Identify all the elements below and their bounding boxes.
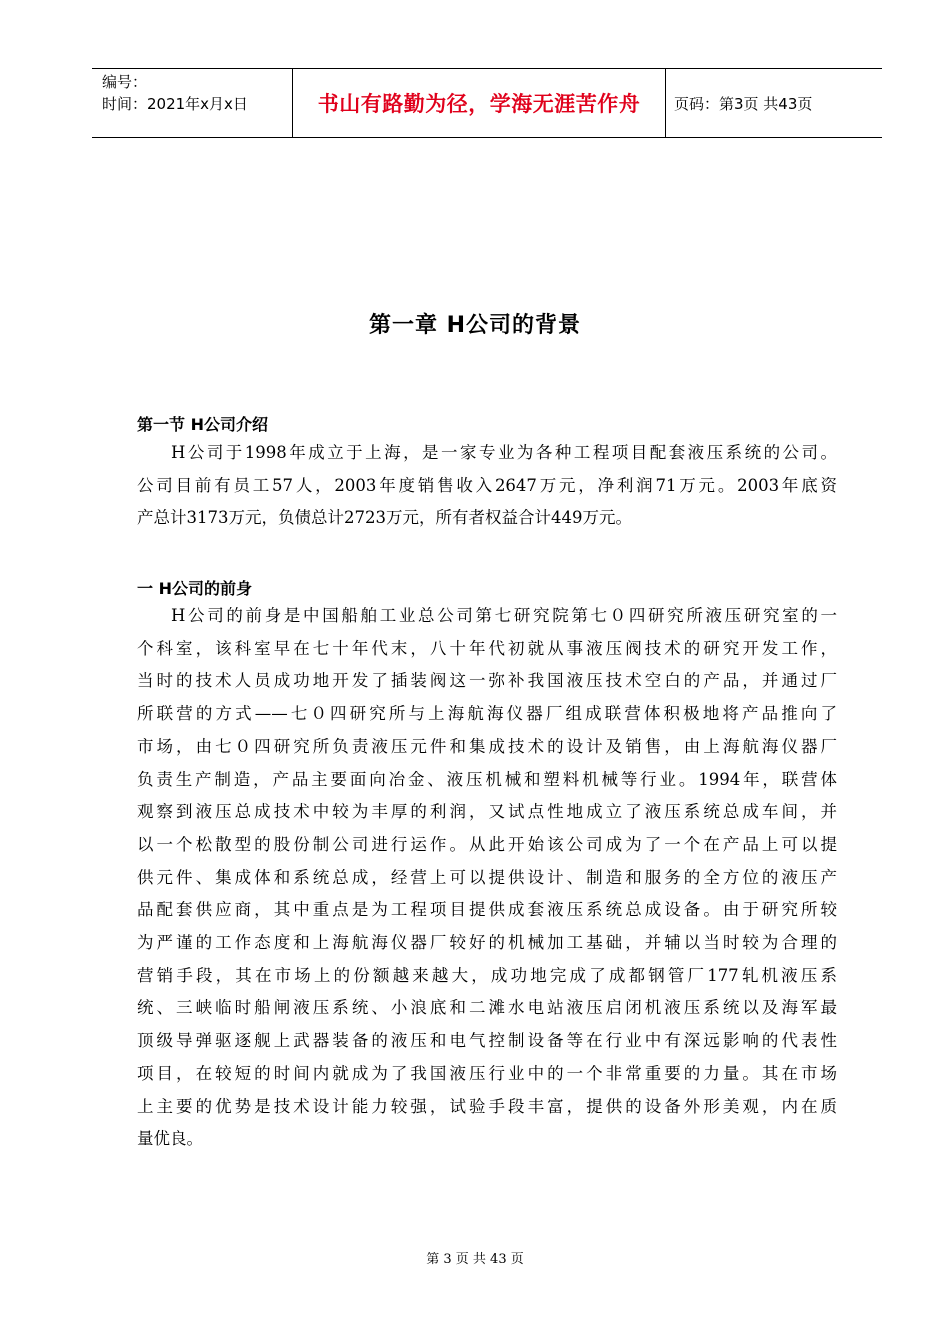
- paragraph-line: 以一个松散型的股份制公司进行运作。从此开始该公司成为了一个在产品上可以提: [137, 834, 837, 854]
- paragraph-line: 当时的技术人员成功地开发了插装阀这一弥补我国液压技术空白的产品，并通过厂: [137, 671, 837, 691]
- paragraph-line: 为严谨的工作态度和上海航海仪器厂较好的机械加工基础，并辅以当时较为合理的: [137, 933, 837, 953]
- paragraph-line: 个科室，该科室早在七十年代末，八十年代初就从事液压阀技术的研究开发工作，: [137, 638, 837, 658]
- paragraph-line: 所联营的方式——七０四研究所与上海航海仪器厂组成联营体积极地将产品推向了: [137, 704, 837, 724]
- page-footer: 第 3 页 共 43 页: [426, 1252, 524, 1267]
- paragraph-line: 上主要的优势是技术设计能力较强，试验手段丰富，提供的设备外形美观，内在质: [137, 1096, 837, 1116]
- paragraph-line: 市场，由七０四研究所负责液压元件和集成技术的设计及销售，由上海航海仪器厂: [137, 736, 837, 756]
- paragraph-line: 统、三峡临时船闸液压系统、小浪底和二滩水电站液压启闭机液压系统以及海军最: [137, 998, 837, 1018]
- paragraph-line: 量优良。: [137, 1129, 203, 1149]
- paragraph-line: 公司目前有员工57人，2003年度销售收入2647万元，净利润71万元。2003年底资: [137, 475, 837, 495]
- section-heading-company-intro: 第一节 H公司介绍: [137, 415, 268, 434]
- paragraph-line: H公司于1998年成立于上海，是一家专业为各种工程项目配套液压系统的公司。: [171, 443, 837, 462]
- paragraph-line: 顶级导弹驱逐舰上武器装备的液压和电气控制设备等在行业中有深远影响的代表性: [137, 1031, 837, 1051]
- header-motto: 书山有路勤为径，学海无涯苦作舟: [293, 69, 666, 137]
- chapter-title: 第一章 H公司的背景: [368, 313, 582, 338]
- header-meta-cell: [92, 69, 293, 137]
- paragraph-line: 负责生产制造，产品主要面向冶金、液压机械和塑料机械等行业。1994年，联营体: [137, 769, 837, 789]
- document-number-label: 编号：: [102, 73, 148, 91]
- paragraph-line: H公司的前身是中国船舶工业总公司第七研究院第七０四研究所液压研究室的一: [171, 606, 837, 625]
- document-time-label: 时间：2021年x月x日: [102, 95, 248, 113]
- paragraph-line: 营销手段，其在市场上的份额越来越大，成功地完成了成都钢管厂177轧机液压系: [137, 965, 837, 985]
- paragraph-company-predecessor: [137, 600, 837, 1156]
- paragraph-line: 产总计3173万元，负债总计2723万元，所有者权益合计449万元。: [137, 508, 632, 528]
- paragraph-line: 观察到液压总成技术中较为丰厚的利润，又试点性地成立了液压系统总成车间，并: [137, 802, 837, 822]
- paragraph-line: 供元件、集成体和系统总成，经营上可以提供设计、制造和服务的全方位的液压产: [137, 867, 837, 887]
- page-header-table: [92, 68, 882, 138]
- paragraph-company-intro: [137, 437, 837, 535]
- header-page-label: 页码：第3页 共43页: [674, 94, 813, 113]
- paragraph-line: 品配套供应商，其中重点是为工程项目提供成套液压系统总成设备。由于研究所较: [137, 900, 837, 920]
- paragraph-line: 项目，在较短的时间内就成为了我国液压行业中的一个非常重要的力量。其在市场: [137, 1063, 837, 1083]
- section-heading-company-predecessor: 一 H公司的前身: [137, 579, 252, 598]
